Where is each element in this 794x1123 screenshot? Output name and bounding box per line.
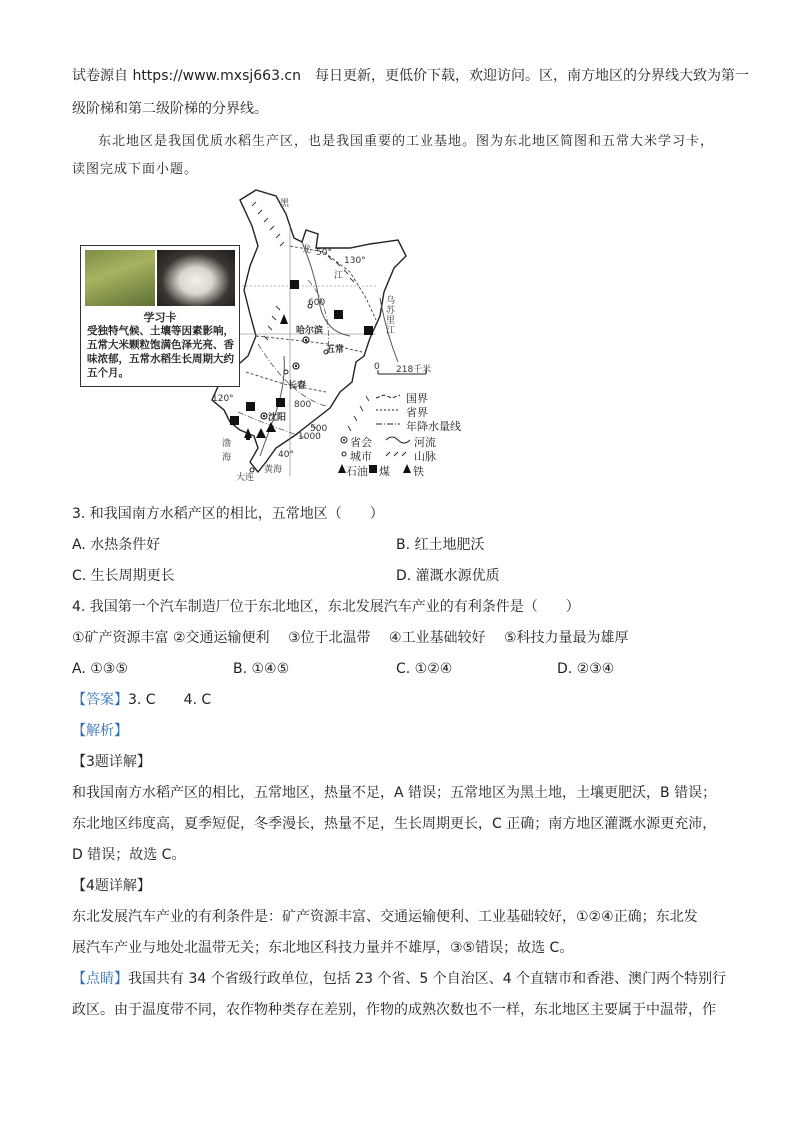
- analysis-tag: 【解析】: [72, 723, 128, 739]
- q4-option-c: C. ①②④: [396, 661, 453, 677]
- map-label-iso600: 600: [308, 298, 326, 308]
- q4-stem: 4. 我国第一个汽车制造厂位于东北地区，东北发展汽车产业的有利条件是（ ）: [72, 599, 580, 615]
- header-line-2: 级阶梯和第二级阶梯的分界线。: [72, 101, 268, 117]
- answer-tag: 【答案】: [72, 692, 128, 708]
- legend-mei: 煤: [379, 465, 390, 478]
- legend-guojie: 国界: [406, 392, 428, 405]
- legend-shiyou: 石油: [346, 465, 368, 478]
- map-label-lon120: 120°: [212, 394, 234, 404]
- dianjing-line-1: [72, 969, 726, 989]
- intro-line-2: 读图完成下面小题。: [72, 162, 199, 177]
- d3-line-2: 东北地区纬度高，夏季短促，冬季漫长，热量不足，生长周期更长，C 正确；南方地区灌溉水源更充沛，: [72, 816, 717, 832]
- dianjing-tag: 【点睛】: [72, 971, 128, 987]
- study-card-title: 学习卡: [143, 311, 177, 324]
- map-label-wusuli: 乌苏里江: [386, 296, 396, 336]
- d4-line-2: 展汽车产业与地处北温带无关；东北地区科技力量并不雄厚，③⑤错误；故选 C。: [72, 940, 574, 956]
- legend-shanmai: 山脉: [414, 450, 436, 463]
- map-label-iso1000: 1000: [298, 432, 321, 442]
- rice-grain-photo: [157, 250, 235, 306]
- map-label-lon130: 130°: [344, 256, 366, 266]
- q4-option-d: D. ②③④: [557, 661, 615, 677]
- map-label-lat40: 40°: [278, 450, 294, 460]
- map-label-bohai-1: 渤: [222, 439, 232, 449]
- q3-option-b: B. 红土地肥沃: [396, 537, 485, 553]
- map-label-jiang: 江: [334, 271, 344, 281]
- dianjing-line-2: 政区。由于温度带不同，农作物种类存在差别，作物的成熟次数也不一样，东北地区主要属于中温带，作: [72, 1002, 716, 1018]
- map-label-scale-0: 0: [374, 362, 380, 372]
- map-label-changchun: 长春: [288, 381, 307, 391]
- legend-chengshi: 城市: [350, 450, 372, 463]
- map-label-huanghai: 黄海: [264, 465, 283, 475]
- legend-jiangshui: 年降水量线: [406, 420, 461, 433]
- q4-option-a: A. ①③⑤: [72, 661, 128, 677]
- intro-line-1: 东北地区是我国优质水稻生产区，也是我国重要的工业基地。图为东北地区简图和五常大米学习卡，: [98, 134, 715, 149]
- d4-line-1: 东北发展汽车产业的有利条件是：矿产资源丰富、交通运输便利、工业基础较好，①②④正确；东北发: [72, 909, 698, 925]
- d4-tag: 【4题详解】: [72, 878, 151, 894]
- d3-line-1: 和我国南方水稻产区的相比，五常地区，热量不足，A 错误；五常地区为黑土地，土壤更肥沃，B 错误；: [72, 785, 717, 801]
- header-line-1: 试卷源自 https://www.mxsj663.cn 每日更新，更低价下载，欢迎访问。区，南方地区的分界线大致为第一: [72, 68, 749, 84]
- map-label-hei: 黑: [280, 199, 290, 209]
- map-label-harbin: 哈尔滨: [296, 326, 324, 336]
- dianjing-text-1: 我国共有 34 个省级行政单位，包括 23 个省、5 个自治区、4 个直辖市和香港、澳门两个特别行: [128, 971, 727, 987]
- map-label-scale-218: 218千米: [396, 365, 432, 375]
- map-label-lat50: 50°: [316, 248, 332, 258]
- legend-heliu: 河流: [414, 436, 436, 449]
- map-label-bohai-2: 海: [222, 453, 232, 463]
- q4-option-b: B. ①④⑤: [233, 661, 290, 677]
- legend-shengjie: 省界: [406, 406, 428, 419]
- map-label-long: 龙: [302, 245, 312, 255]
- map-label-iso800: 800: [294, 400, 312, 410]
- northeast-map-figure: [80, 186, 461, 483]
- q3-option-a: A. 水热条件好: [72, 537, 161, 553]
- study-card: [80, 245, 240, 387]
- map-label-dalian: 大连: [236, 473, 255, 483]
- legend-shenghui: 省会: [350, 436, 372, 449]
- q3-option-c: C. 生长周期更长: [72, 568, 175, 584]
- q4-items: ①矿产资源丰富 ②交通运输便利 ③位于北温带 ④工业基础较好 ⑤科技力量最为雄厚: [72, 630, 629, 646]
- rice-field-photo: [85, 250, 155, 306]
- q3-stem: 3. 和我国南方水稻产区的相比，五常地区（ ）: [72, 506, 384, 522]
- answer-line: [72, 690, 211, 710]
- q3-option-d: D. 灌溉水源优质: [396, 568, 500, 584]
- map-label-shenyang: 沈阳: [268, 413, 287, 423]
- d3-line-3: D 错误；故选 C。: [72, 847, 186, 863]
- study-card-text: 受独特气候、土壤等因素影响，五常大米颗粒饱满色泽光亮、香味浓郁，五常水稻生长周期大约五个月。: [87, 325, 234, 379]
- map-label-wuchang: 五常: [326, 345, 345, 355]
- map-label-iso500: 500: [310, 424, 328, 434]
- legend-tie: 铁: [413, 465, 424, 478]
- d3-tag: 【3题详解】: [72, 754, 151, 770]
- answer-text: 3. C 4. C: [128, 692, 212, 708]
